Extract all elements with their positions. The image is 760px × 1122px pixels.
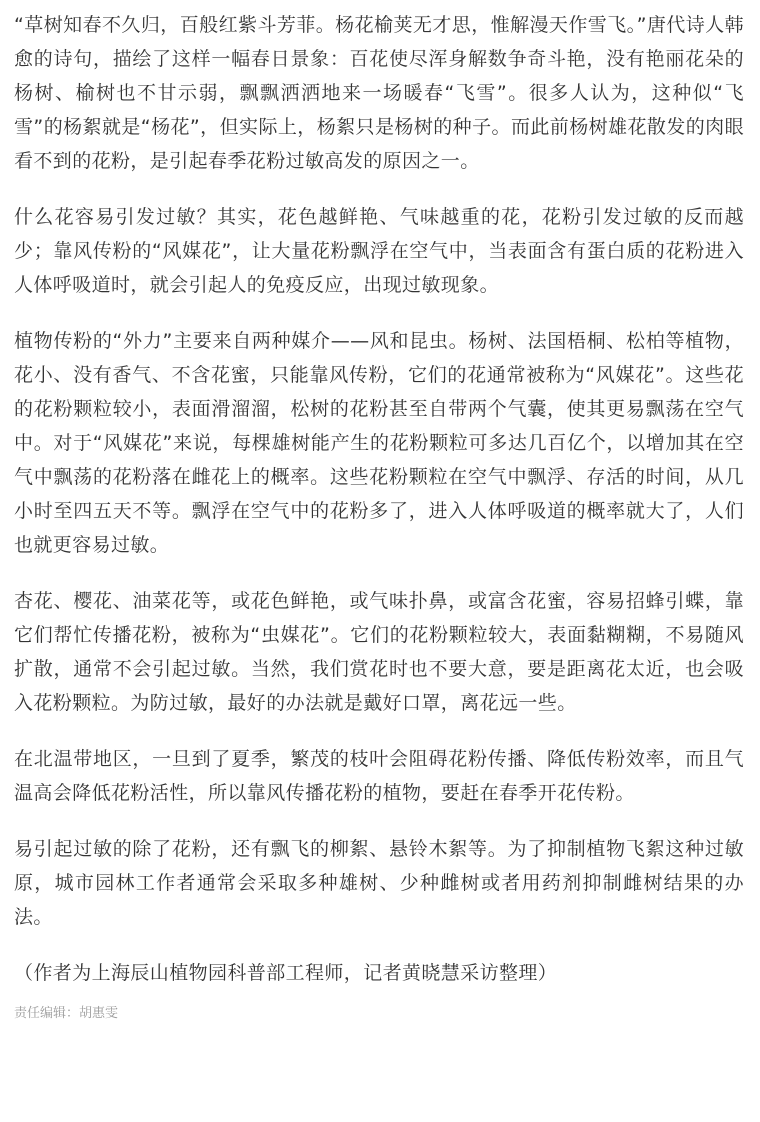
- paragraph-2: 什么花容易引发过敏？其实，花色越鲜艳、气味越重的花，花粉引发过敏的反而越少；靠风传粉的“风媒花”，让大量花粉飘浮在空气中，当表面含有蛋白质的花粉进入人体呼吸道时，就会引起人的免疫反应，出现过敏现象。: [14, 206, 744, 296]
- paragraph-4: 杏花、樱花、油菜花等，或花色鲜艳，或气味扑鼻，或富含花蜜，容易招蜂引蝶，靠它们帮忙传播花粉，被称为“虫媒花”。它们的花粉颗粒较大，表面黏糊糊，不易随风扩散，通常不会引起过敏。当然，我们赏花时也不要大意，要是距离花太近，也会吸入花粉颗粒。为防过敏，最好的办法就是戴好口罩，离花远一些。: [14, 590, 744, 714]
- author-note: （作者为上海辰山植物园科普部工程师，记者黄晓慧采访整理）: [14, 962, 558, 984]
- editor-credit: 责任编辑：胡惠雯: [14, 1006, 119, 1021]
- paragraph-3: 植物传粉的“外力”主要来自两种媒介——风和昆虫。杨树、法国梧桐、松柏等植物，花小、没有香气、不含花蜜，只能靠风传粉，它们的花通常被称为“风媒花”。这些花的花粉颗粒较小，表面滑溜溜，松树的花粉甚至自带两个气囊，使其更易飘荡在空气中。对于“风媒花”来说，每棵雄树能产生的花粉颗粒可多达几百亿个，以增加其在空气中飘荡的花粉落在雌花上的概率。这些花粉颗粒在空气中飘浮、存活的时间，从几小时至四五天不等。飘浮在空气中的花粉多了，进入人体呼吸道的概率就大了，人们也就更容易过敏。: [14, 330, 744, 556]
- paragraph-1: “草树知春不久归，百般红紫斗芳菲。杨花榆荚无才思，惟解漫天作雪飞。”唐代诗人韩愈的诗句，描绘了这样一幅春日景象：百花使尽浑身解数争奇斗艳，没有艳丽花朵的杨树、榆树也不甘示弱，飘飘洒洒地来一场暖春“飞雪”。很多人认为，这种似“飞雪”的杨絮就是“杨花”，但实际上，杨絮只是杨树的种子。而此前杨树雄花散发的肉眼看不到的花粉，是引起春季花粉过敏高发的原因之一。: [14, 14, 744, 172]
- paragraph-6: 易引起过敏的除了花粉，还有飘飞的柳絮、悬铃木絮等。为了抑制植物飞絮这种过敏原，城市园林工作者通常会采取多种雄树、少种雌树或者用药剂抑制雌树结果的办法。: [14, 838, 744, 928]
- paragraph-5: 在北温带地区，一旦到了夏季，繁茂的枝叶会阻碍花粉传播、降低传粉效率，而且气温高会降低花粉活性，所以靠风传播花粉的植物，要赶在春季开花传粉。: [14, 748, 744, 804]
